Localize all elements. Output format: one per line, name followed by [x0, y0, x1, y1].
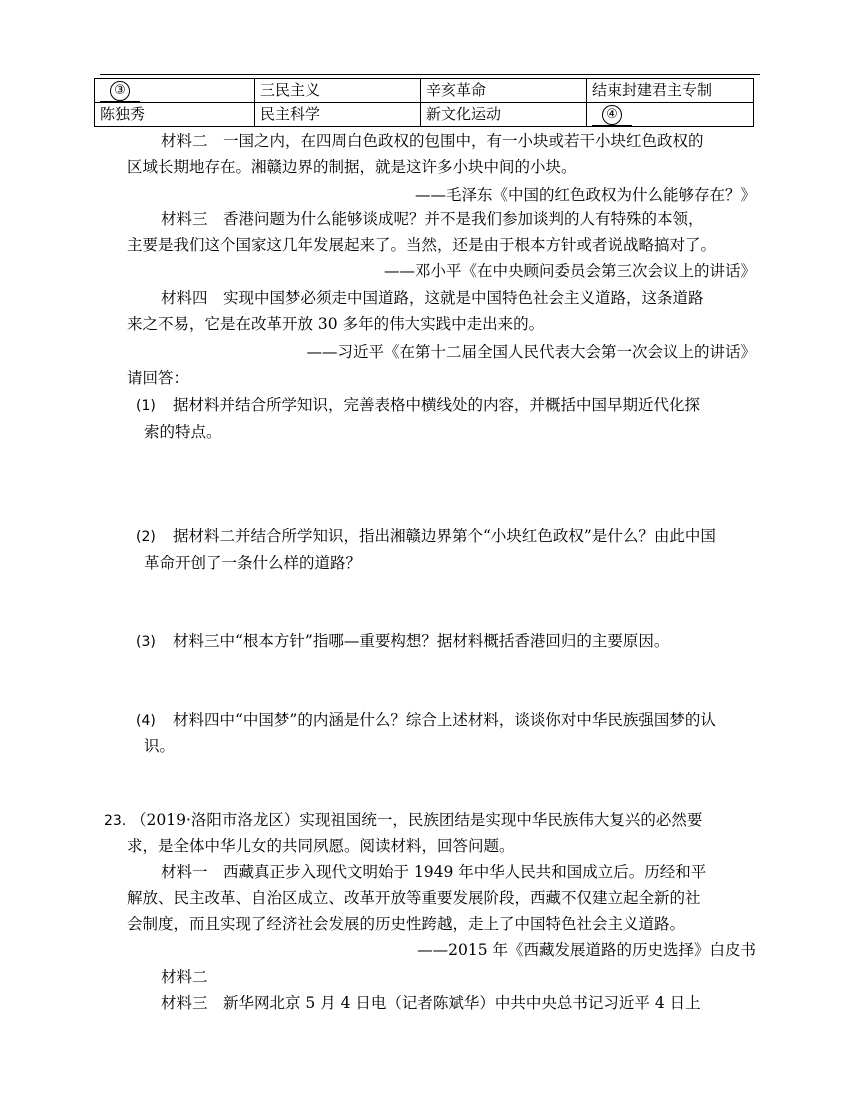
- question-2-number: (2): [136, 529, 156, 545]
- q23-material-1-source: ——2015 年《西藏发展道路的历史选择》白皮书: [417, 941, 756, 959]
- blank-marker: ③: [110, 81, 130, 101]
- table-cell: [95, 79, 255, 103]
- table-cell: [587, 103, 754, 127]
- answer-blank[interactable]: [100, 80, 140, 102]
- material-4-source: ——习近平《在第十二届全国人民代表大会第一次会议上的讲话》: [306, 343, 756, 361]
- question-23-line-1: （2019·洛阳市洛龙区）实现祖国统一，民族团结是实现中华民族伟大复兴的必然要: [131, 811, 703, 829]
- material-2-source: ——毛泽东《中国的红色政权为什么能够存在？》: [414, 186, 756, 204]
- question-4-line-2: 识。: [144, 737, 176, 755]
- material-2-line-2: 区域长期地存在。湘赣边界的制据，就是这许多小块中间的小块。: [127, 158, 577, 176]
- material-4-line-1: 材料四 实现中国梦必须走中国道路，这就是中国特色社会主义道路，这条道路: [161, 289, 704, 307]
- material-2-line-1: 材料二 一国之内，在四周白色政权的包围中，有一小块或若干小块红色政权的: [161, 132, 704, 150]
- table-cell: 三民主义: [255, 79, 421, 103]
- question-3-number: (3): [136, 634, 156, 650]
- table-cell: 陈独秀: [95, 103, 255, 127]
- answer-blank[interactable]: [592, 104, 632, 126]
- top-rule: [100, 74, 760, 75]
- question-1-number: (1): [136, 398, 156, 414]
- question-23-number: 23.: [104, 813, 127, 829]
- question-2-line-2: 革命开创了一条什么样的道路？: [144, 554, 362, 572]
- table-cell: 民主科学: [255, 103, 421, 127]
- question-4-number: (4): [136, 713, 156, 729]
- question-1-line-2: 索的特点。: [144, 423, 222, 441]
- q23-material-1-line-2: 解放、民主改革、自治区成立、改革开放等重要发展阶段，西藏不仅建立起全新的社: [127, 889, 701, 907]
- table-row: [95, 103, 754, 127]
- q23-material-1-line-1: 材料一 西藏真正步入现代文明始于 1949 年中华人民共和国成立后。历经和平: [161, 863, 707, 881]
- history-table: [94, 78, 754, 127]
- q23-material-1-line-3: 会制度，而且实现了经济社会发展的历史性跨越，走上了中国特色社会主义道路。: [127, 915, 686, 933]
- blank-marker: ④: [602, 105, 622, 125]
- material-3-line-2: 主要是我们这个国家这几年发展起来了。当然，还是由于根本方针或者说战略搞对了。: [127, 236, 717, 254]
- table-row: [95, 79, 754, 103]
- question-23-line-2: 求，是全体中华儿女的共同夙愿。阅读材料，回答问题。: [127, 837, 515, 855]
- question-3-line-1: 材料三中“根本方针”指哪—重要构想？据材料概括香港回归的主要原因。: [173, 632, 670, 650]
- q23-material-3-line-1: 材料三 新华网北京 5 月 4 日电（记者陈斌华）中共中央总书记习近平 4 日上: [161, 994, 701, 1012]
- question-2-line-1: 据材料二并结合所学知识，指出湘赣边界第个“小块红色政权”是什么？由此中国: [173, 527, 716, 545]
- question-4-line-1: 材料四中“中国梦”的内涵是什么？综合上述材料，谈谈你对中华民族强国梦的认: [173, 711, 716, 729]
- table-cell: 辛亥革命: [421, 79, 587, 103]
- table-cell: 结束封建君主专制: [587, 79, 754, 103]
- question-1-line-1: 据材料并结合所学知识，完善表格中横线处的内容，并概括中国早期近代化探: [173, 396, 701, 414]
- material-3-line-1: 材料三 香港问题为什么能够谈成呢？并不是我们参加谈判的人有特殊的本领，: [161, 210, 704, 228]
- material-3-source: ——邓小平《在中央顾问委员会第三次会议上的讲话》: [383, 262, 756, 280]
- q23-material-2-label: 材料二: [161, 968, 208, 986]
- answer-prompt: 请回答：: [127, 369, 190, 387]
- material-4-line-2: 来之不易，它是在改革开放 30 多年的伟大实践中走出来的。: [127, 315, 545, 333]
- table-cell: 新文化运动: [421, 103, 587, 127]
